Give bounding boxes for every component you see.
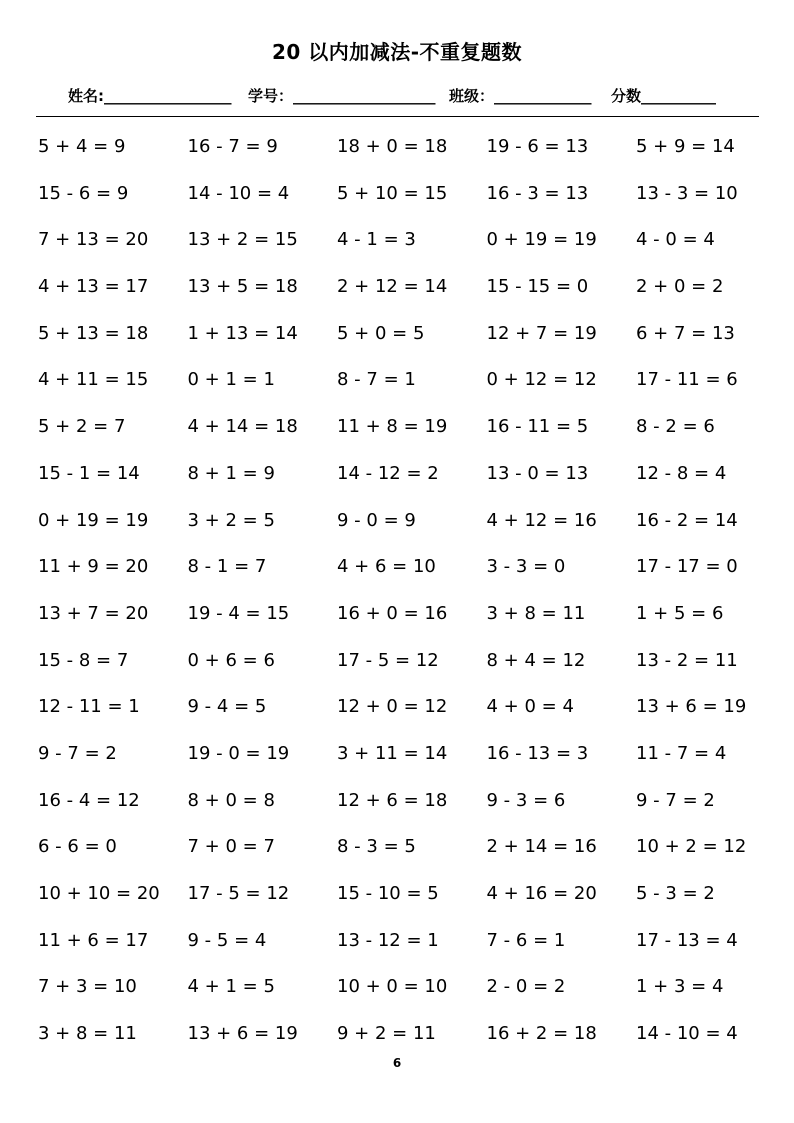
equation-cell: 5 - 3 = 2 [636,883,715,904]
equation-cell: 4 + 11 = 15 [38,369,149,391]
class-field[interactable]: 班级：_____________ [449,87,592,105]
equation-cell: 13 + 6 = 19 [187,1023,298,1045]
equation-cell: 5 + 13 = 18 [38,322,149,344]
page-title: 20 以内加减法-不重复题数 [271,40,523,64]
equation-cell: 8 + 0 = 8 [187,789,275,811]
equation-cell: 12 + 0 = 12 [337,696,448,718]
student-info-line [68,85,748,107]
equation-cell: 4 + 1 = 5 [187,976,275,998]
equation-cell: 19 - 0 = 19 [187,742,290,764]
equation-cell: 5 + 9 = 14 [636,136,735,157]
equation-cell: 13 + 7 = 20 [38,602,149,624]
equation-cell: 9 - 0 = 9 [337,509,416,531]
equation-cell: 13 + 2 = 15 [187,229,298,251]
equation-cell: 17 - 5 = 12 [337,649,439,671]
equation-grid [38,124,786,1058]
equation-cell: 15 - 8 = 7 [38,649,129,671]
equation-cell: 5 + 0 = 5 [337,322,425,344]
equation-cell: 0 + 12 = 12 [486,369,597,391]
equation-cell: 12 + 6 = 18 [337,789,448,811]
equation-cell: 10 + 2 = 12 [636,836,747,858]
equation-cell: 2 + 12 = 14 [337,276,448,298]
equation-cell: 18 + 0 = 18 [337,136,448,157]
equation-cell: 15 - 6 = 9 [38,182,129,204]
equation-cell: 17 - 13 = 4 [636,929,738,951]
equation-cell: 4 + 14 = 18 [187,416,298,438]
equation-cell: 1 + 13 = 14 [187,322,298,344]
equation-cell: 4 + 16 = 20 [486,883,597,904]
equation-cell: 4 - 0 = 4 [636,229,715,251]
equation-cell: 9 + 2 = 11 [337,1023,436,1045]
equation-cell: 13 - 0 = 13 [486,462,589,484]
equation-cell: 9 - 4 = 5 [187,696,267,718]
equation-cell: 1 + 5 = 6 [636,602,724,624]
equation-cell: 13 - 12 = 1 [337,929,439,951]
equation-cell: 7 + 3 = 10 [38,976,137,998]
equation-cell: 11 + 6 = 17 [38,929,149,951]
equation-cell: 9 - 5 = 4 [187,929,267,951]
equation-cell: 3 + 11 = 14 [337,742,448,764]
equation-cell: 10 + 10 = 20 [38,883,160,904]
equation-cell: 0 + 1 = 1 [187,369,275,391]
equation-cell: 16 - 7 = 9 [187,136,278,157]
equation-cell: 16 - 11 = 5 [486,416,589,438]
equation-cell: 2 + 14 = 16 [486,836,597,858]
equation-cell: 12 - 8 = 4 [636,462,727,484]
equation-cell: 11 + 9 = 20 [38,556,149,578]
equation-cell: 16 - 2 = 14 [636,509,738,531]
equation-cell: 16 - 13 = 3 [486,742,589,764]
equation-cell: 12 - 11 = 1 [38,696,140,718]
equation-cell: 17 - 5 = 12 [187,883,290,904]
equation-cell: 15 - 10 = 5 [337,883,439,904]
equation-cell: 2 + 0 = 2 [636,276,724,298]
equation-cell: 14 - 10 = 4 [187,182,290,204]
equation-cell: 1 + 3 = 4 [636,976,724,998]
equation-cell: 13 + 5 = 18 [187,276,298,298]
equation-cell: 19 - 4 = 15 [187,602,290,624]
equation-cell: 13 - 3 = 10 [636,182,738,204]
equation-cell: 16 - 4 = 12 [38,789,140,811]
equation-cell: 17 - 11 = 6 [636,369,738,391]
score-field[interactable]: 分数__________ [611,87,717,105]
equation-cell: 0 + 6 = 6 [187,649,275,671]
equation-cell: 7 - 6 = 1 [486,929,566,951]
equation-cell: 8 - 3 = 5 [337,836,416,858]
equation-cell: 8 + 4 = 12 [486,649,586,671]
equation-cell: 10 + 0 = 10 [337,976,448,998]
equation-cell: 5 + 4 = 9 [38,136,126,157]
equation-cell: 8 - 1 = 7 [187,556,267,578]
equation-cell: 11 + 8 = 19 [337,416,448,438]
equation-cell: 4 + 6 = 10 [337,556,436,578]
equation-cell: 15 - 1 = 14 [38,462,140,484]
equation-cell: 0 + 19 = 19 [486,229,597,251]
equation-cell: 8 - 7 = 1 [337,369,416,391]
equation-cell: 0 + 19 = 19 [38,509,149,531]
equation-cell: 4 + 0 = 4 [486,696,574,718]
student-number-field[interactable]: 学号：___________________ [248,87,436,105]
equation-cell: 3 + 8 = 11 [486,602,586,624]
equation-cell: 17 - 17 = 0 [636,556,738,578]
equation-cell: 16 - 3 = 13 [486,182,589,204]
equation-cell: 6 - 6 = 0 [38,836,117,858]
equation-cell: 5 + 10 = 15 [337,182,448,204]
equation-cell: 2 - 0 = 2 [486,976,566,998]
page-number: 6 [392,1056,402,1070]
equation-cell: 4 + 13 = 17 [38,276,149,298]
equation-cell: 19 - 6 = 13 [486,136,589,157]
equation-cell: 3 - 3 = 0 [486,556,566,578]
equation-cell: 3 + 2 = 5 [187,509,275,531]
equation-cell: 14 - 12 = 2 [337,462,439,484]
equation-cell: 5 + 2 = 7 [38,416,126,438]
equation-cell: 9 - 7 = 2 [636,789,715,811]
equation-cell: 8 + 1 = 9 [187,462,275,484]
equation-cell: 15 - 15 = 0 [486,276,589,298]
equation-cell: 16 + 2 = 18 [486,1023,597,1045]
equation-cell: 8 - 2 = 6 [636,416,715,438]
equation-cell: 11 - 7 = 4 [636,742,727,764]
equation-cell: 7 + 0 = 7 [187,836,275,858]
equation-cell: 13 - 2 = 11 [636,649,738,671]
header-divider [36,116,759,117]
equation-cell: 4 + 12 = 16 [486,509,597,531]
equation-cell: 4 - 1 = 3 [337,229,416,251]
equation-cell: 13 + 6 = 19 [636,696,747,718]
equation-cell: 16 + 0 = 16 [337,602,448,624]
equation-cell: 9 - 7 = 2 [38,742,117,764]
name-field[interactable]: 姓名:_________________ [68,87,232,105]
equation-cell: 3 + 8 = 11 [38,1023,137,1045]
equation-cell: 6 + 7 = 13 [636,322,735,344]
equation-cell: 7 + 13 = 20 [38,229,149,251]
equation-cell: 14 - 10 = 4 [636,1023,738,1045]
equation-cell: 9 - 3 = 6 [486,789,566,811]
equation-cell: 12 + 7 = 19 [486,322,597,344]
